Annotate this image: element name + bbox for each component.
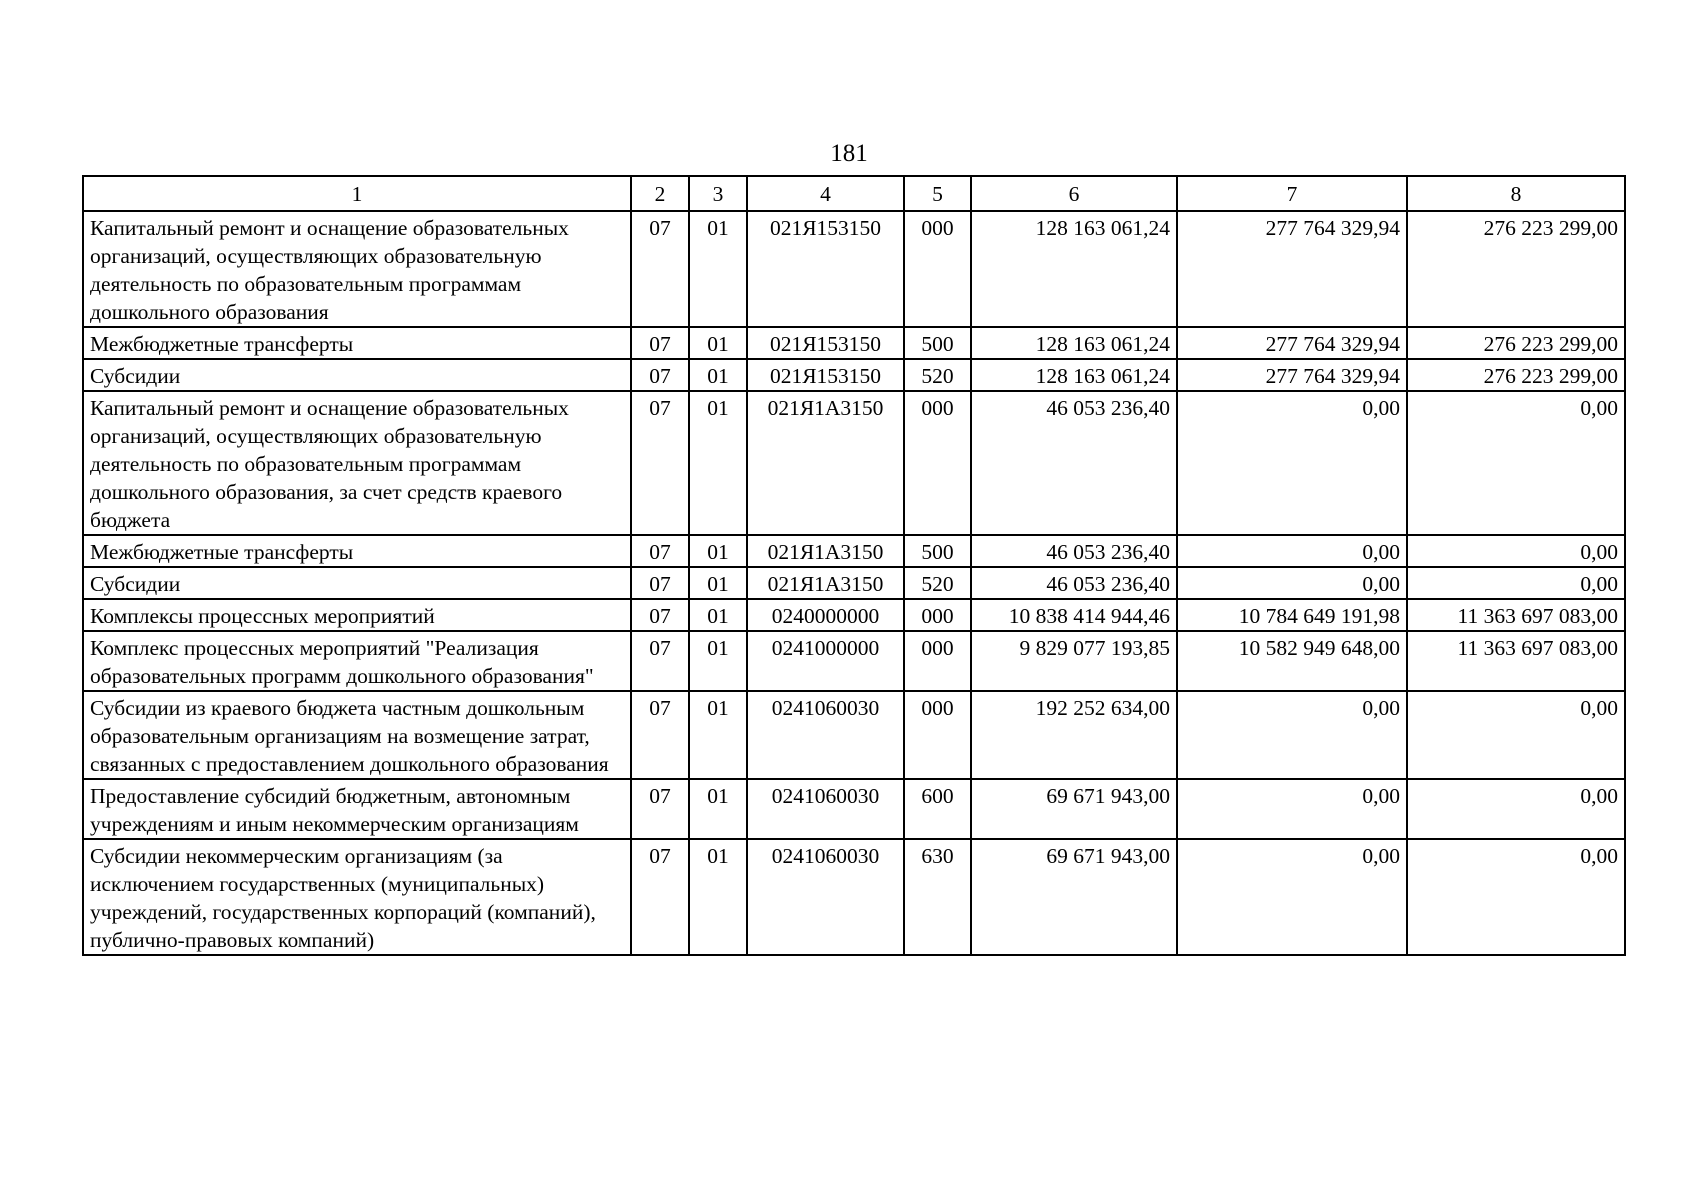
- table-row: [83, 779, 1625, 839]
- amount-column-6-cell: 128 163 061,24: [971, 327, 1177, 359]
- amount-column-6-cell: 46 053 236,40: [971, 391, 1177, 535]
- target-article-code-cell: 021Я1А3150: [747, 535, 904, 567]
- row-name-cell: Предоставление субсидий бюджетным, автономным учреждениям и иным некоммерческим организациям: [83, 779, 631, 839]
- amount-column-7-cell: 277 764 329,94: [1177, 211, 1407, 327]
- subsection-code-cell: 01: [689, 691, 747, 779]
- header-cell-4: 4: [747, 176, 904, 211]
- table-row: [83, 359, 1625, 391]
- budget-table: [82, 175, 1626, 956]
- amount-column-6-cell: 69 671 943,00: [971, 779, 1177, 839]
- row-name-cell: Комплексы процессных мероприятий: [83, 599, 631, 631]
- header-cell-5: 5: [904, 176, 971, 211]
- section-code-cell: 07: [631, 779, 689, 839]
- section-code-cell: 07: [631, 535, 689, 567]
- expense-type-code-cell: 520: [904, 359, 971, 391]
- table-row: [83, 535, 1625, 567]
- amount-column-6-cell: 46 053 236,40: [971, 535, 1177, 567]
- table-row: [83, 391, 1625, 535]
- subsection-code-cell: 01: [689, 211, 747, 327]
- amount-column-8-cell: 276 223 299,00: [1407, 327, 1625, 359]
- target-article-code-cell: 0241000000: [747, 631, 904, 691]
- row-name-cell: Субсидии некоммерческим организациям (за исключением государственных (муниципальных) учреждений, государственных корпораций (компаний), публично-правовых компаний): [83, 839, 631, 955]
- section-code-cell: 07: [631, 839, 689, 955]
- section-code-cell: 07: [631, 599, 689, 631]
- expense-type-code-cell: 500: [904, 327, 971, 359]
- expense-type-code-cell: 000: [904, 391, 971, 535]
- subsection-code-cell: 01: [689, 779, 747, 839]
- amount-column-8-cell: 11 363 697 083,00: [1407, 599, 1625, 631]
- subsection-code-cell: 01: [689, 839, 747, 955]
- target-article-code-cell: 0241060030: [747, 839, 904, 955]
- table-row: [83, 211, 1625, 327]
- row-name-cell: Межбюджетные трансферты: [83, 327, 631, 359]
- table-body: [83, 211, 1625, 955]
- amount-column-7-cell: 0,00: [1177, 779, 1407, 839]
- table-row: [83, 631, 1625, 691]
- expense-type-code-cell: 000: [904, 599, 971, 631]
- table-row: [83, 839, 1625, 955]
- section-code-cell: 07: [631, 631, 689, 691]
- amount-column-7-cell: 0,00: [1177, 535, 1407, 567]
- table-row: [83, 327, 1625, 359]
- header-cell-7: 7: [1177, 176, 1407, 211]
- amount-column-8-cell: 11 363 697 083,00: [1407, 631, 1625, 691]
- subsection-code-cell: 01: [689, 359, 747, 391]
- target-article-code-cell: 021Я153150: [747, 327, 904, 359]
- header-cell-1: 1: [83, 176, 631, 211]
- amount-column-8-cell: 276 223 299,00: [1407, 211, 1625, 327]
- amount-column-6-cell: 192 252 634,00: [971, 691, 1177, 779]
- amount-column-8-cell: 276 223 299,00: [1407, 359, 1625, 391]
- target-article-code-cell: 0241060030: [747, 779, 904, 839]
- amount-column-7-cell: 0,00: [1177, 391, 1407, 535]
- amount-column-7-cell: 0,00: [1177, 691, 1407, 779]
- amount-column-6-cell: 69 671 943,00: [971, 839, 1177, 955]
- section-code-cell: 07: [631, 691, 689, 779]
- expense-type-code-cell: 000: [904, 211, 971, 327]
- amount-column-8-cell: 0,00: [1407, 567, 1625, 599]
- header-cell-2: 2: [631, 176, 689, 211]
- target-article-code-cell: 021Я1А3150: [747, 391, 904, 535]
- row-name-cell: Межбюджетные трансферты: [83, 535, 631, 567]
- amount-column-7-cell: 277 764 329,94: [1177, 327, 1407, 359]
- section-code-cell: 07: [631, 391, 689, 535]
- table-row: [83, 599, 1625, 631]
- subsection-code-cell: 01: [689, 391, 747, 535]
- target-article-code-cell: 021Я153150: [747, 211, 904, 327]
- subsection-code-cell: 01: [689, 631, 747, 691]
- header-cell-6: 6: [971, 176, 1177, 211]
- subsection-code-cell: 01: [689, 567, 747, 599]
- expense-type-code-cell: 000: [904, 691, 971, 779]
- target-article-code-cell: 021Я1А3150: [747, 567, 904, 599]
- section-code-cell: 07: [631, 327, 689, 359]
- row-name-cell: Капитальный ремонт и оснащение образовательных организаций, осуществляющих образовательную деятельность по образовательным программам дошкольного образования: [83, 211, 631, 327]
- amount-column-6-cell: 10 838 414 944,46: [971, 599, 1177, 631]
- target-article-code-cell: 021Я153150: [747, 359, 904, 391]
- subsection-code-cell: 01: [689, 535, 747, 567]
- expense-type-code-cell: 630: [904, 839, 971, 955]
- table-row: [83, 691, 1625, 779]
- row-name-cell: Капитальный ремонт и оснащение образовательных организаций, осуществляющих образовательную деятельность по образовательным программам дошкольного образования, за счет средств краевого бюджета: [83, 391, 631, 535]
- expense-type-code-cell: 520: [904, 567, 971, 599]
- section-code-cell: 07: [631, 211, 689, 327]
- header-cell-8: 8: [1407, 176, 1625, 211]
- amount-column-8-cell: 0,00: [1407, 839, 1625, 955]
- amount-column-7-cell: 10 582 949 648,00: [1177, 631, 1407, 691]
- amount-column-8-cell: 0,00: [1407, 779, 1625, 839]
- section-code-cell: 07: [631, 359, 689, 391]
- amount-column-7-cell: 10 784 649 191,98: [1177, 599, 1407, 631]
- table-row: [83, 567, 1625, 599]
- amount-column-7-cell: 277 764 329,94: [1177, 359, 1407, 391]
- amount-column-6-cell: 46 053 236,40: [971, 567, 1177, 599]
- amount-column-8-cell: 0,00: [1407, 691, 1625, 779]
- amount-column-6-cell: 128 163 061,24: [971, 211, 1177, 327]
- table-header-row: [83, 176, 1625, 211]
- page-number: 181: [830, 140, 868, 167]
- expense-type-code-cell: 000: [904, 631, 971, 691]
- subsection-code-cell: 01: [689, 599, 747, 631]
- amount-column-6-cell: 9 829 077 193,85: [971, 631, 1177, 691]
- expense-type-code-cell: 500: [904, 535, 971, 567]
- amount-column-6-cell: 128 163 061,24: [971, 359, 1177, 391]
- amount-column-7-cell: 0,00: [1177, 567, 1407, 599]
- target-article-code-cell: 0241060030: [747, 691, 904, 779]
- expense-type-code-cell: 600: [904, 779, 971, 839]
- target-article-code-cell: 0240000000: [747, 599, 904, 631]
- row-name-cell: Комплекс процессных мероприятий "Реализация образовательных программ дошкольного образования": [83, 631, 631, 691]
- amount-column-8-cell: 0,00: [1407, 391, 1625, 535]
- row-name-cell: Субсидии: [83, 359, 631, 391]
- row-name-cell: Субсидии: [83, 567, 631, 599]
- amount-column-8-cell: 0,00: [1407, 535, 1625, 567]
- amount-column-7-cell: 0,00: [1177, 839, 1407, 955]
- row-name-cell: Субсидии из краевого бюджета частным дошкольным образовательным организациям на возмещение затрат, связанных с предоставлением дошкольного образования: [83, 691, 631, 779]
- section-code-cell: 07: [631, 567, 689, 599]
- subsection-code-cell: 01: [689, 327, 747, 359]
- header-cell-3: 3: [689, 176, 747, 211]
